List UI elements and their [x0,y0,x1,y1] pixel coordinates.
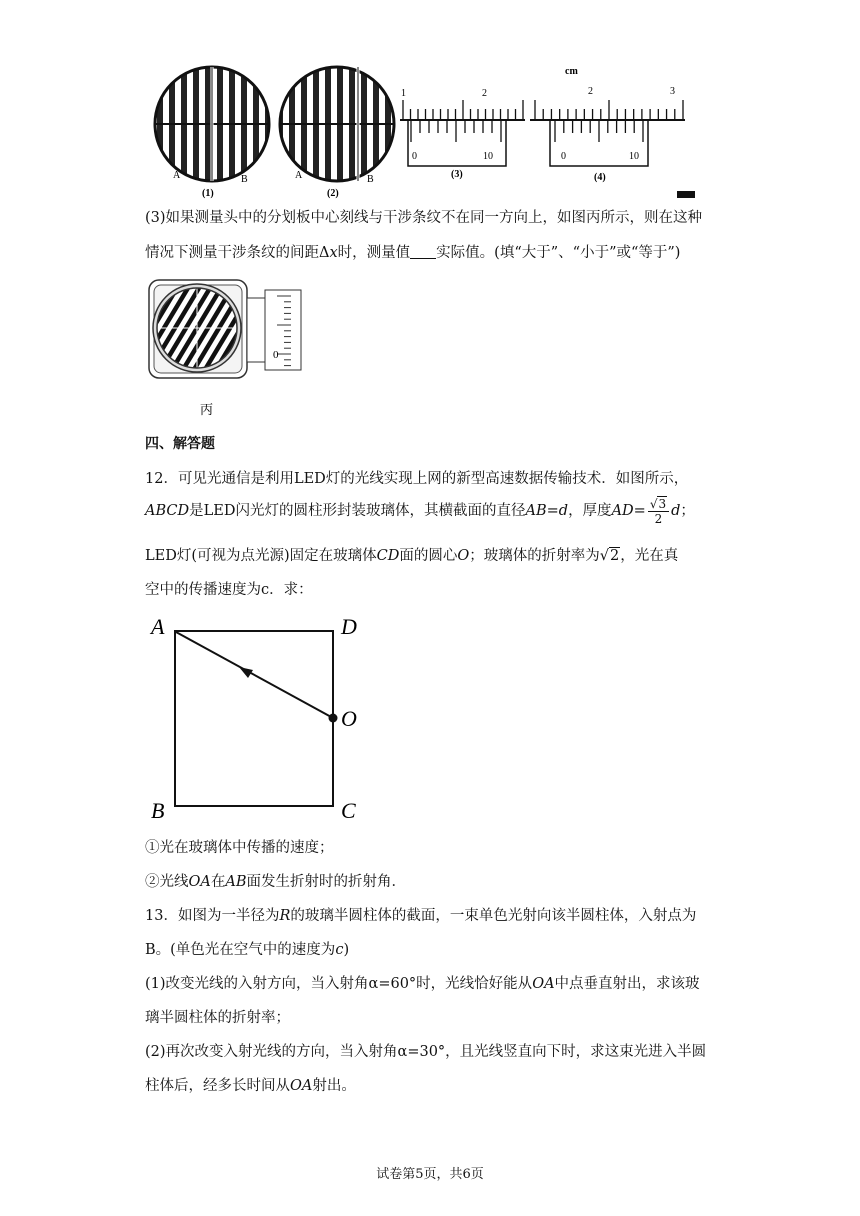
q12-l3f: ，光在真 [620,548,679,564]
fig-caption-1: (1) [202,188,214,199]
q11-3-x: x [329,245,338,261]
scale1-main-2: 2 [482,88,487,99]
q12-sub2 [145,872,406,892]
q13-line2 [145,940,349,960]
q11-3-line1: (3)如果测量头中的分划板中心刻线与干涉条纹不在同一方向上，如图丙所示，则在这种 [145,210,703,226]
q12-line3 [145,546,678,566]
vernier-scale-1 [400,100,525,166]
q12-sub1: ①光在玻璃体中传播的速度； [145,840,334,856]
micrometer-zero: 0 [273,349,279,361]
q12-cd: CD [376,548,400,564]
q12-d2: d [671,503,681,519]
q12-line2 [145,496,695,526]
vertex-d: D [341,614,357,639]
q11-3-line2c: 实际值。(填“大于”、“小于”或“等于”) [436,245,681,261]
q12-l3e: ；玻璃体的折射率为 [469,548,600,564]
scale1-main-1: 1 [401,88,406,99]
fig-caption-3: (3) [451,169,463,180]
scale2-unit: cm [565,66,578,77]
vertex-c: C [341,798,356,823]
q12-oa: OA [188,874,211,890]
q13-line5: (2)再次改变入射光线的方向，当入射角α=30°，且光线竖直向下时，求这束光进入半圆 [145,1044,707,1060]
q12-l3a: LED灯(可视为点光源)固定在玻璃体 [145,548,377,564]
black-mark [677,191,695,198]
q13-l2c: ) [343,942,350,958]
fig-label-a2: A [295,170,303,181]
q12-l2f: ，厚度 [568,503,612,519]
page-footer: 试卷第5页，共6页 [376,1167,484,1182]
q13-oa2: OA [290,1078,313,1094]
q12-o: O [457,548,470,564]
point-o: O [341,706,357,731]
frac-denominator: 2 [654,511,663,526]
q13-oa1: OA [532,976,555,992]
scale2-main-3: 3 [670,86,675,97]
q13-l3c: 中点垂直射出，求该玻 [554,976,700,992]
sqrt2-radicand: 2 [610,548,620,564]
scale2-vernier-10: 10 [629,151,639,162]
q13-l3a: (1)改变光线的入射方向，当入射角α=60°时，光线恰好能从 [145,976,533,992]
fig-bing-caption: 丙 [200,402,214,417]
sqrt2: √2 [599,548,620,564]
section-heading: 四、解答题 [145,436,215,452]
vernier-scale-2 [530,100,685,166]
q13-line3 [145,974,700,994]
q12-l2j: ； [680,503,695,519]
sqrt-sign: √ [649,496,658,511]
q13-l1a: 13．如图为一半径为 [145,908,280,924]
q13-l1c: 的玻璃半圆柱体的截面，一束单色光射向该半圆柱体，入射点为 [290,908,697,924]
q13-line1 [145,906,696,926]
q13-r: R [279,908,291,924]
q12-sub2c: 在 [210,874,226,890]
fig-caption-2: (2) [327,188,339,199]
q12-abcd: ABCD [145,503,190,519]
q11-3-line2a: 情况下测量干涉条纹的间距Δ [145,245,330,261]
q12-eq1: = [546,503,559,519]
fig-caption-4: (4) [594,172,606,183]
answer-blank[interactable] [410,244,436,259]
q12-eq2: = [633,503,646,519]
q12-l3c: 面的圆心 [399,548,458,564]
fraction-sqrt3-over-2 [648,497,669,526]
q12-sub2e: 面发生折射时的折射角． [246,874,406,890]
q12-ab2: AB [225,874,247,890]
scale1-vernier-0: 0 [412,151,417,162]
frac-numerator: 3 [658,496,667,511]
q12-ab: AB [525,503,547,519]
interference-figure-top [145,58,705,203]
vertex-b: B [151,798,165,823]
q11-3-line2b: 时，测量值 [337,245,411,261]
q13-l2a: B。(单色光在空气中的速度为 [145,942,336,958]
measuring-head-figure [145,278,315,423]
scale2-vernier-0: 0 [561,151,566,162]
fringe-view-2 [280,67,394,181]
fig-label-a1: A [173,170,181,181]
q13-l6a: 柱体后，经多长时间从 [145,1078,290,1094]
q12-line1: 12．可见光通信是利用LED灯的光线实现上网的新型高速数据传输技术．如图所示， [145,471,689,487]
q13-line6 [145,1076,356,1096]
glass-cross-section-figure [145,612,370,827]
q13-l6c: 射出。 [312,1078,356,1094]
q11-3-line2 [145,243,680,263]
q12-ad: AD [611,503,634,519]
q13-line4: 璃半圆柱体的折射率； [145,1010,290,1026]
q12-l2b: 是LED闪光灯的圆柱形封装玻璃体，其横截面的直径 [189,503,526,519]
fig-label-b2: B [367,174,374,185]
fig-label-b1: B [241,174,248,185]
scale1-vernier-10: 10 [483,151,493,162]
q13-c: c [335,942,344,958]
q12-line4: 空中的传播速度为c．求： [145,582,313,598]
q12-sub2a: ②光线 [145,874,189,890]
fringe-view-1 [155,67,269,181]
vertex-a: A [151,614,165,639]
scale2-main-2: 2 [588,86,593,97]
q12-d: d [558,503,569,519]
